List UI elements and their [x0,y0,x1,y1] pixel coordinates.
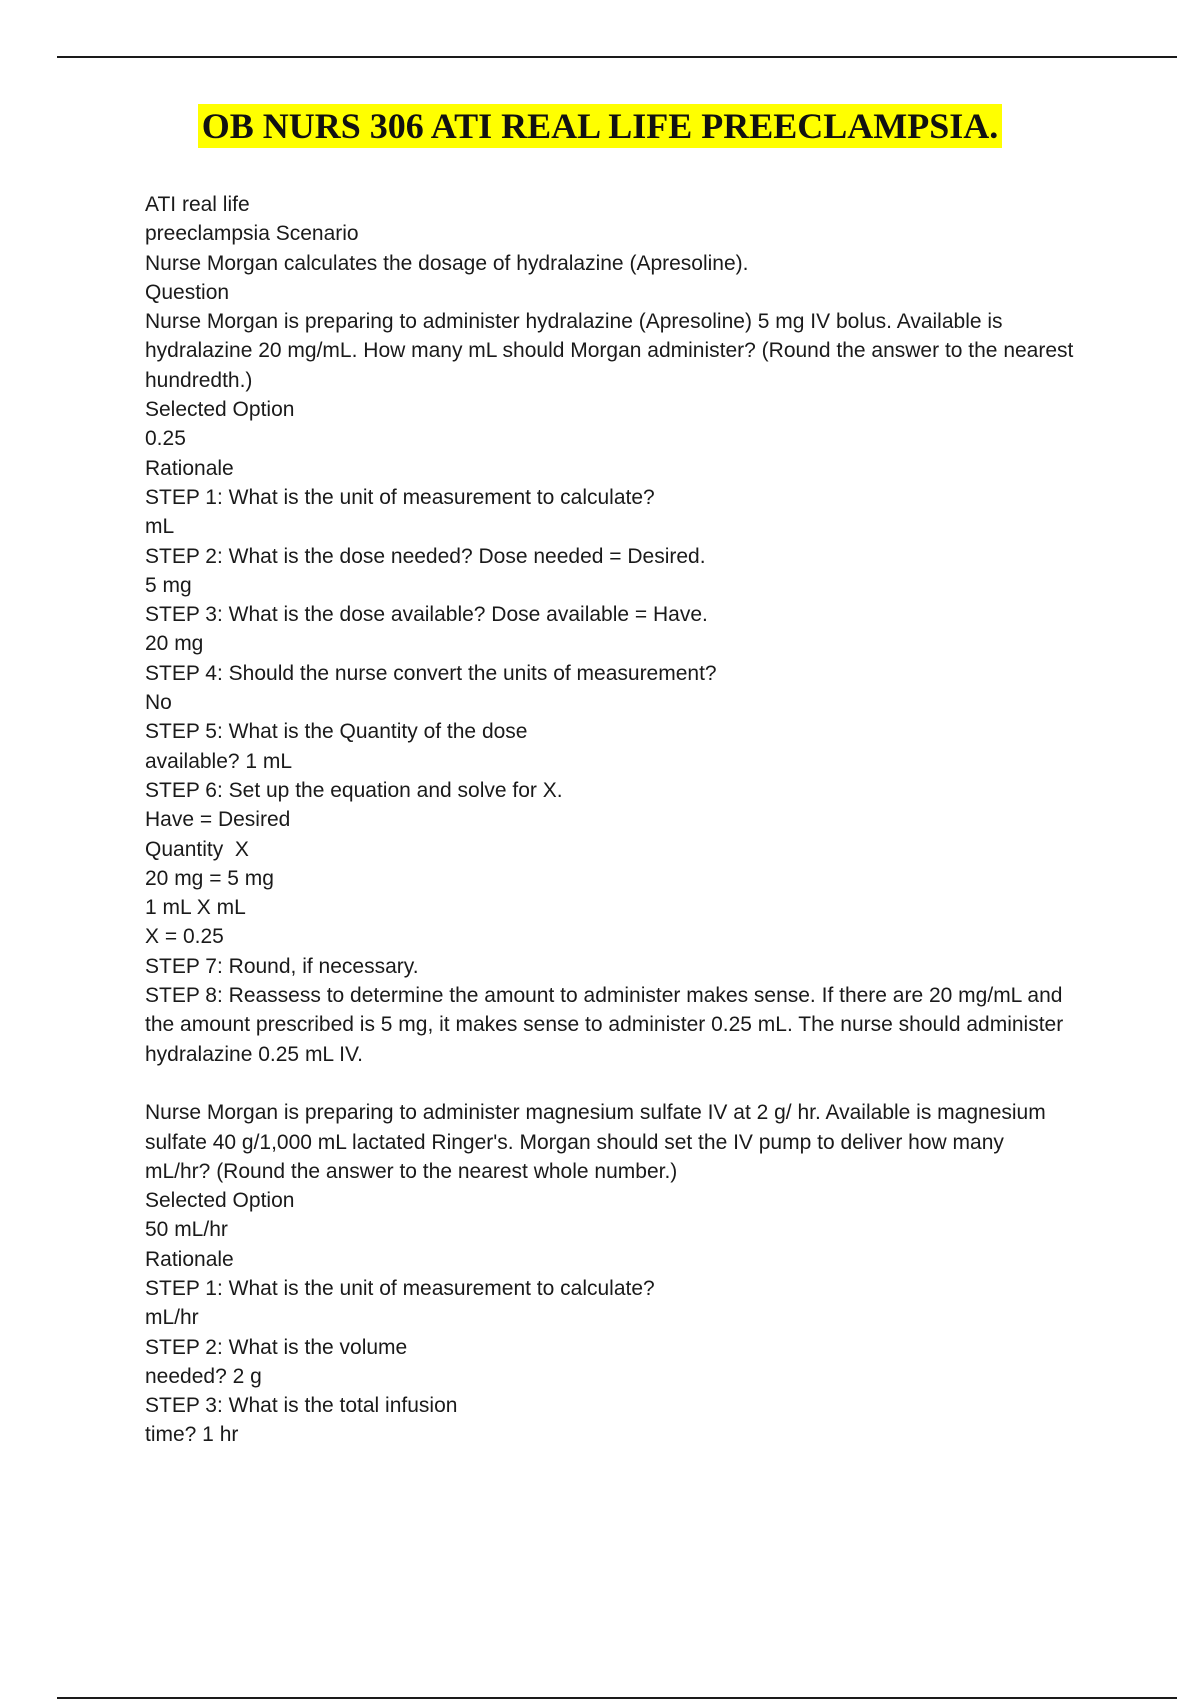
top-rule [57,56,1177,58]
equation-line: 1 mL X mL [145,896,246,920]
step-answer: mL/hr [145,1306,199,1330]
equation-line: Quantity X [145,837,249,861]
step-answer: needed? 2 g [145,1364,262,1388]
step-answer: time? 1 hr [145,1423,239,1447]
section-gap [145,1069,1075,1098]
step-answer: 5 mg [145,573,192,597]
equation-line: 20 mg = 5 mg [145,866,274,890]
text-line: ATI real life [145,193,250,216]
bottom-rule [57,1697,1177,1699]
question-label: Question [145,280,230,304]
document-body [145,190,1080,1450]
step-line: STEP 4: Should the nurse convert the units of measurement? [145,661,717,685]
step-line: STEP 2: What is the dose needed? Dose needed = Desired. [145,544,706,568]
equation-line: Have = Desired [145,808,291,832]
step-answer: No [145,691,172,715]
selected-option-label: Selected Option [145,398,295,422]
selected-option-value: 0.25 [145,427,186,451]
question-text: Nurse Morgan is preparing to administer magnesium sulfate IV at 2 g/ hr. Available is magnesium sulfate 40 g/1,000 mL lactated Ringer's. Morgan should set the IV pump to deliver how many mL/hr? (Round the answer to the nearest whole number.) [145,1101,1052,1183]
step-line: STEP 6: Set up the equation and solve for X. [145,778,563,802]
step-line: STEP 7: Round, if necessary. [145,954,419,978]
step-answer: mL [145,515,175,539]
selected-option-value: 50 mL/hr [145,1218,228,1242]
step-answer: 20 mg [145,632,204,656]
step-answer: available? 1 mL [145,749,293,773]
text-line: Nurse Morgan calculates the dosage of hydralazine (Apresoline). [145,251,749,275]
step-line: STEP 3: What is the total infusion [145,1394,458,1418]
step-line: STEP 1: What is the unit of measurement to calculate? [145,1276,655,1300]
text-line: preeclampsia Scenario [145,222,359,246]
rationale-label: Rationale [145,456,234,480]
title-container [0,104,1200,148]
rationale-label: Rationale [145,1247,234,1271]
step-line: STEP 5: What is the Quantity of the dose [145,720,528,744]
question-text: Nurse Morgan is preparing to administer hydralazine (Apresoline) 5 mg IV bolus. Available is hydralazine 20 mg/mL. How many mL should Morgan administer? (Round the answer to the nearest hundredth.) [145,310,1080,392]
step-line: STEP 2: What is the volume [145,1335,408,1359]
document-title: OB NURS 306 ATI REAL LIFE PREECLAMPSIA. [198,104,1002,148]
section-magnesium-sulfate [145,1098,1075,1450]
equation-line: X = 0.25 [145,925,224,949]
step-line: STEP 1: What is the unit of measurement to calculate? [145,485,655,509]
section-hydralazine [145,190,1080,1069]
step-line: STEP 8: Reassess to determine the amount to administer makes sense. If there are 20 mg/mL and the amount prescribed is 5 mg, it makes sense to administer 0.25 mL. The nurse should administer hydralazine 0.25 mL IV. [145,984,1070,1066]
step-line: STEP 3: What is the dose available? Dose available = Have. [145,603,708,627]
selected-option-label: Selected Option [145,1189,295,1213]
